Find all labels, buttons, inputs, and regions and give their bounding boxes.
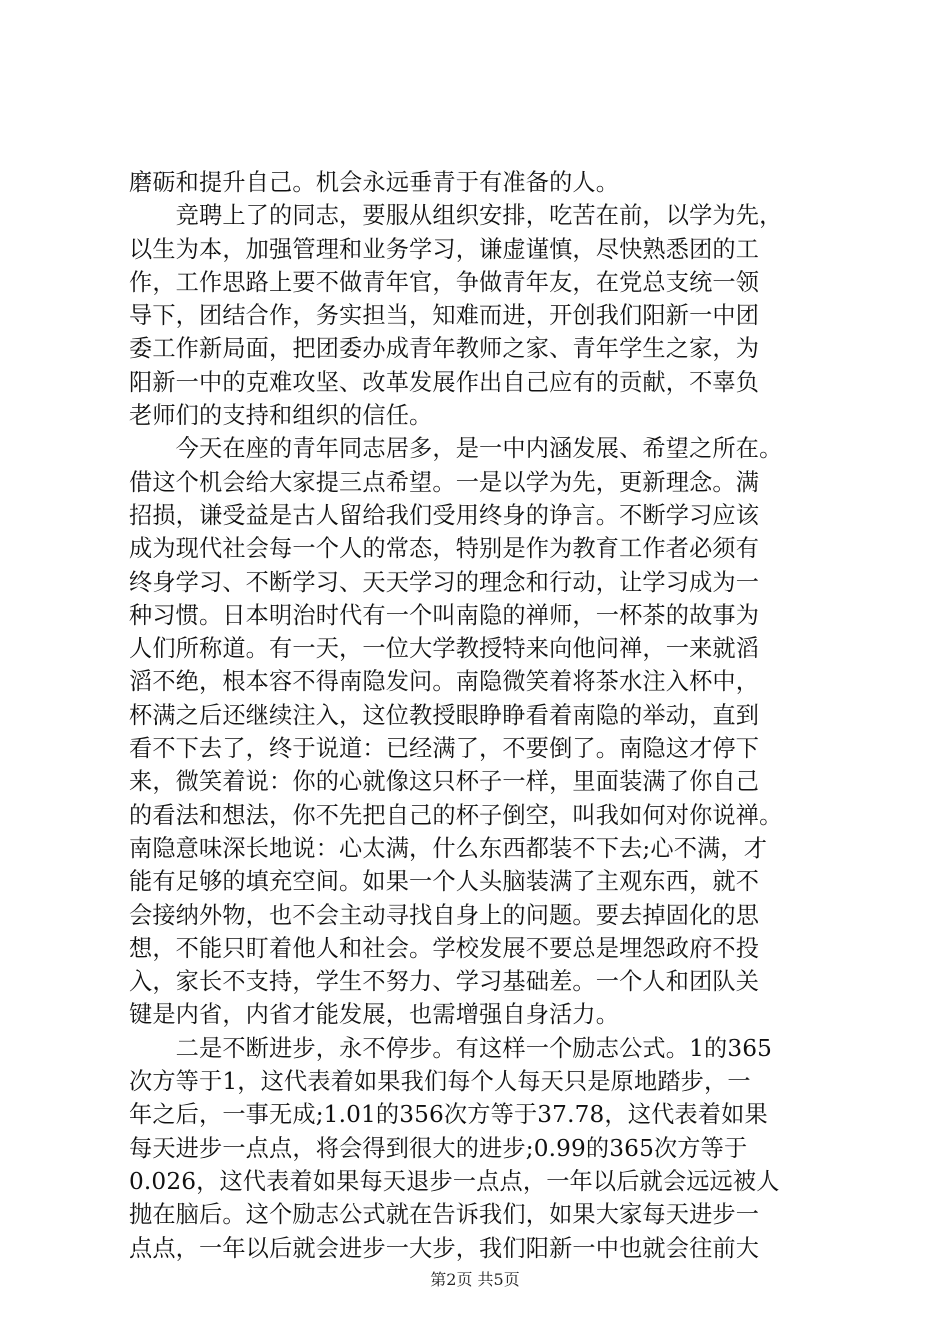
text-line: 杯满之后还继续注入，这位教授眼睁睁看着南隐的举动，直到 [129, 701, 760, 729]
text-line: 人们所称道。有一天，一位大学教授特来向他问禅，一来就滔 [129, 635, 760, 663]
page-number-footer: 第2页 共5页 [430, 1270, 520, 1289]
text-line: 阳新一中的克难攻坚、改革发展作出自己应有的贡献，不辜负 [129, 368, 760, 396]
text-line: 滔不绝，根本容不得南隐发问。南隐微笑着将茶水注入杯中， [129, 668, 760, 696]
text-line: 抛在脑后。这个励志公式就在告诉我们，如果大家每天进步一 [129, 1201, 760, 1229]
text-line: 点点，一年以后就会进步一大步，我们阳新一中也就会往前大 [129, 1234, 760, 1262]
text-line: 终身学习、不断学习、天天学习的理念和行动，让学习成为一 [129, 568, 760, 596]
text-line: 会接纳外物，也不会主动寻找自身上的问题。要去掉固化的思 [129, 901, 760, 929]
text-line: 作，工作思路上要不做青年官，争做青年友，在党总支统一领 [129, 268, 760, 296]
text-line: 的看法和想法，你不先把自己的杯子倒空，叫我如何对你说禅。 [129, 801, 783, 829]
text-line: 今天在座的青年同志居多，是一中内涵发展、希望之所在。 [129, 435, 783, 463]
text-line: 老师们的支持和组织的信任。 [129, 402, 433, 430]
document-body [129, 166, 829, 1265]
text-line: 每天进步一点点，将会得到很大的进步;0.99的365次方等于 [129, 1134, 748, 1162]
text-line: 成为现代社会每一个人的常态，特别是作为教育工作者必须有 [129, 535, 760, 563]
text-line: 以生为本，加强管理和业务学习，谦虚谨慎，尽快熟悉团的工 [129, 235, 760, 263]
text-line: 0.026，这代表着如果每天退步一点点，一年以后就会远远被人 [129, 1167, 780, 1195]
text-line: 南隐意味深长地说：心太满，什么东西都装不下去;心不满，才 [129, 834, 768, 862]
text-line: 二是不断进步，永不停步。有这样一个励志公式。1的365 [129, 1034, 773, 1062]
text-line: 想，不能只盯着他人和社会。学校发展不要总是埋怨政府不投 [129, 934, 760, 962]
text-line: 能有足够的填充空间。如果一个人头脑装满了主观东西，就不 [129, 868, 760, 896]
text-line: 磨砺和提升自己。机会永远垂青于有准备的人。 [129, 169, 620, 196]
text-line: 键是内省，内省才能发展，也需增强自身活力。 [129, 1001, 620, 1029]
text-line: 种习惯。日本明治时代有一个叫南隐的禅师，一杯茶的故事为 [129, 601, 760, 629]
text-line: 年之后，一事无成;1.01的356次方等于37.78，这代表着如果 [129, 1101, 768, 1129]
text-line: 看不下去了，终于说道：已经满了，不要倒了。南隐这才停下 [129, 735, 760, 763]
text-line: 来，微笑着说：你的心就像这只杯子一样，里面装满了你自己 [129, 768, 760, 796]
text-line: 次方等于1，这代表着如果我们每个人每天只是原地踏步，一 [129, 1068, 751, 1096]
text-line: 招损，谦受益是古人留给我们受用终身的诤言。不断学习应该 [129, 501, 760, 529]
text-line: 委工作新局面，把团委办成青年教师之家、青年学生之家，为 [129, 335, 760, 363]
text-line: 入，家长不支持，学生不努力、学习基础差。一个人和团队关 [129, 968, 760, 996]
text-line: 导下，团结合作，务实担当，知难而进，开创我们阳新一中团 [129, 302, 760, 330]
text-line: 借这个机会给大家提三点希望。一是以学为先，更新理念。满 [129, 468, 760, 496]
text-line: 竞聘上了的同志，要服从组织安排，吃苦在前，以学为先， [129, 202, 783, 230]
